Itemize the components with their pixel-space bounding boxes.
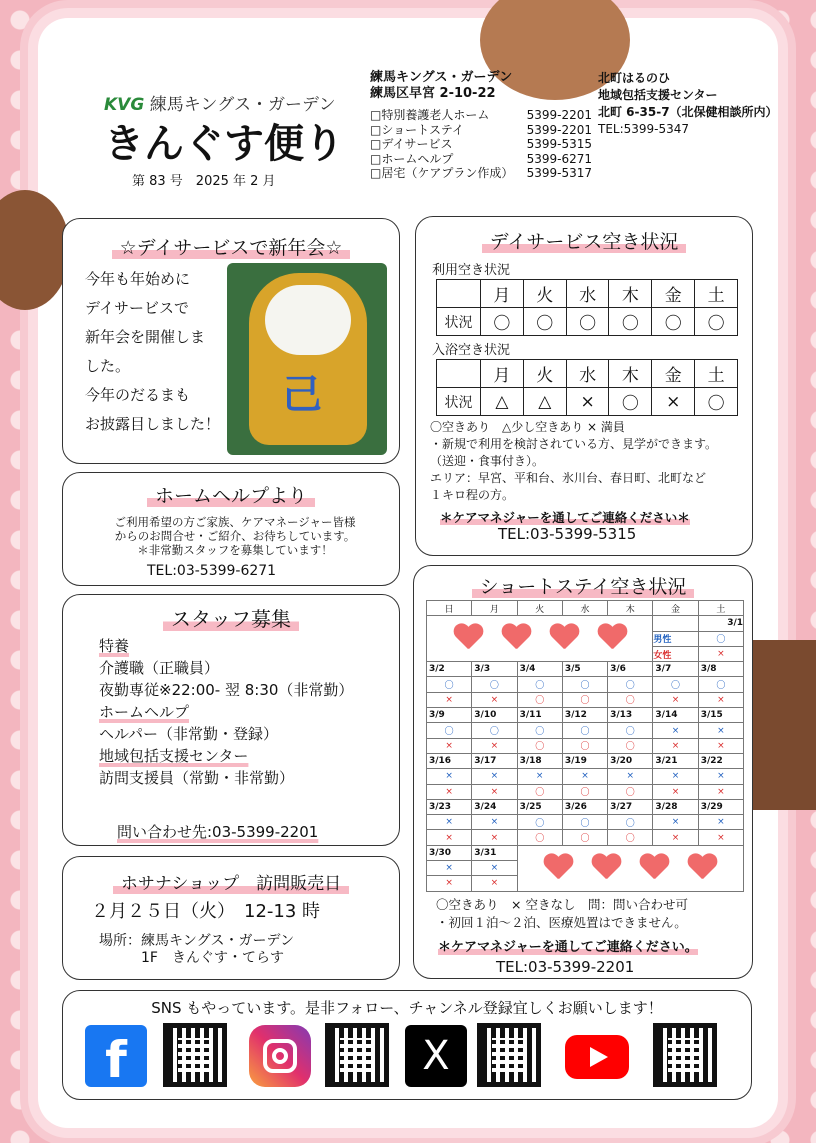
instagram-qr-code [325, 1023, 389, 1087]
shortstay-tel: TEL:03-5399-2201 [496, 958, 635, 976]
shortstay-calendar: 日 月 火 水 木 金 土 3/1 男性 〇 女性 × 3/2 3/3 3/4 3/5 3/6 3/7 3/8 〇 〇 〇 〇 〇 〇 〇 × × 〇 〇 〇 × × 3/9 3/10 3/11 3/12 3/13 3/14 3/15 〇 〇 〇 〇 〇 × × × × 〇 〇 〇 × × 3/16 3/17 3/18 3/19 3/20 3/21 3/22 × × × × × × × × × 〇 〇 〇 × × 3/23 3/24 3/25 3/26 3/27 3/28 3/29 × × 〇 〇 〇 × × × × 〇 〇 〇 × × 3/30 3/31 × × × × [426, 600, 744, 892]
heart-icon [591, 854, 621, 880]
sns-text: SNS もやっています。是非フォロー、チャンネル登録宜しくお願いします！ [151, 999, 663, 1017]
bath-label: 入浴空き状況 [432, 343, 511, 358]
dayservice-notes: 〇空きあり △少し空きあり × 満員 ・新規で利用を検討されている方、見学ができます。 （送迎・食事付き）。 エリア：早宮、平和台、氷川台、春日町、北町など １キロ程の方。 [430, 420, 718, 502]
shortstay-notes: 〇空きあり × 空きなし 問：問い合わせ可 ・初回１泊～２泊、医療処置はできません。 [436, 897, 688, 930]
shortstay-title: ショートステイ空き状況 [472, 576, 695, 598]
sns-card [62, 990, 752, 1100]
org-name: KVG 練馬キングス・ガーデン [104, 95, 336, 115]
shop-title: ホサナショップ 訪問販売日 [113, 874, 349, 894]
use-label: 利用空き状況 [432, 263, 511, 278]
staff-title: スタッフ募集 [163, 607, 299, 631]
heart-icon [543, 854, 573, 880]
youtube-icon[interactable] [565, 1035, 629, 1079]
instagram-icon[interactable] [249, 1025, 311, 1087]
newyear-text: 今年も年始めに デイサービスで 新年会を開催しま した。 今年のだるまも お披露目しました！ [85, 270, 221, 433]
staff-contact: 問い合わせ先:03-5399-2201 [117, 823, 319, 841]
dayservice-card [415, 216, 753, 556]
heart-icon [639, 854, 669, 880]
bath-table: 月 火 水 木 金 土 状況 △ △ × 〇 × 〇 [436, 359, 738, 416]
youtube-qr-code [653, 1023, 717, 1087]
newyear-title: ☆デイサービスで新年会☆ [112, 237, 351, 259]
center-block: 北町はるのひ 地域包括支援センター 北町 6-35-7（北保健相談所内） TEL:5399-5347 [598, 71, 778, 136]
dayservice-title: デイサービス空き状況 [482, 231, 687, 253]
newsletter-title: きんぐす便り [104, 121, 344, 167]
homehelp-tel: TEL:03-5399-6271 [147, 563, 277, 579]
service-list: □特別養護老人ホーム 5399-2201 □ショートステイ 5399-2201 □デイサービス 5399-5315 □ホームヘルプ 5399-6271 □居宅（ケアプラン作成） 5399-5317 [370, 108, 592, 180]
dayservice-care: ＊ケアマネジャーを通してご連絡ください＊ [440, 510, 690, 525]
heart-icon [501, 624, 531, 650]
x-qr-code [477, 1023, 541, 1087]
heart-icon [597, 624, 627, 650]
issue-number: 第 83 号 2025 年 2 月 [132, 174, 276, 189]
heart-icon [549, 624, 579, 650]
facebook-icon[interactable]: f [85, 1025, 147, 1087]
daruma-photo: 己 [227, 263, 387, 455]
newyear-card [62, 218, 400, 464]
shop-card [62, 856, 400, 980]
shop-place: 場所：練馬キングス・ガーデン 1F きんぐす・てらす [99, 933, 295, 966]
homehelp-text: ご利用希望の方ご家族、ケアマネージャー皆様 からのお問合せ・ご紹介、お待ちしています。 ＊非常勤スタッフを募集しています！ [114, 515, 356, 557]
facebook-qr-code [163, 1023, 227, 1087]
homehelp-card [62, 472, 400, 586]
dayservice-tel: TEL:03-5399-5315 [498, 525, 637, 543]
shop-date: ２月２５日（火） 12-13 時 [91, 901, 321, 922]
heart-icon [687, 854, 717, 880]
address-block: 練馬キングス・ガーデン 練馬区早宮 2-10-22 [370, 70, 513, 101]
x-icon[interactable]: X [405, 1025, 467, 1087]
staff-list: 特養 介護職（正職員） 夜勤専従※22:00- 翌 8:30（非常勤） ホームヘルプ ヘルパー（非常勤・登録） 地域包括支援センター 訪問支援員（常勤・非常勤） [99, 637, 354, 787]
use-table: 月 火 水 木 金 土 状況 〇 〇 〇 〇 〇 〇 [436, 279, 738, 336]
heart-icon [453, 624, 483, 650]
homehelp-title: ホームヘルプより [147, 485, 315, 507]
shortstay-care: ＊ケアマネジャーを通してご連絡ください。 [438, 940, 698, 955]
staff-card [62, 594, 400, 846]
